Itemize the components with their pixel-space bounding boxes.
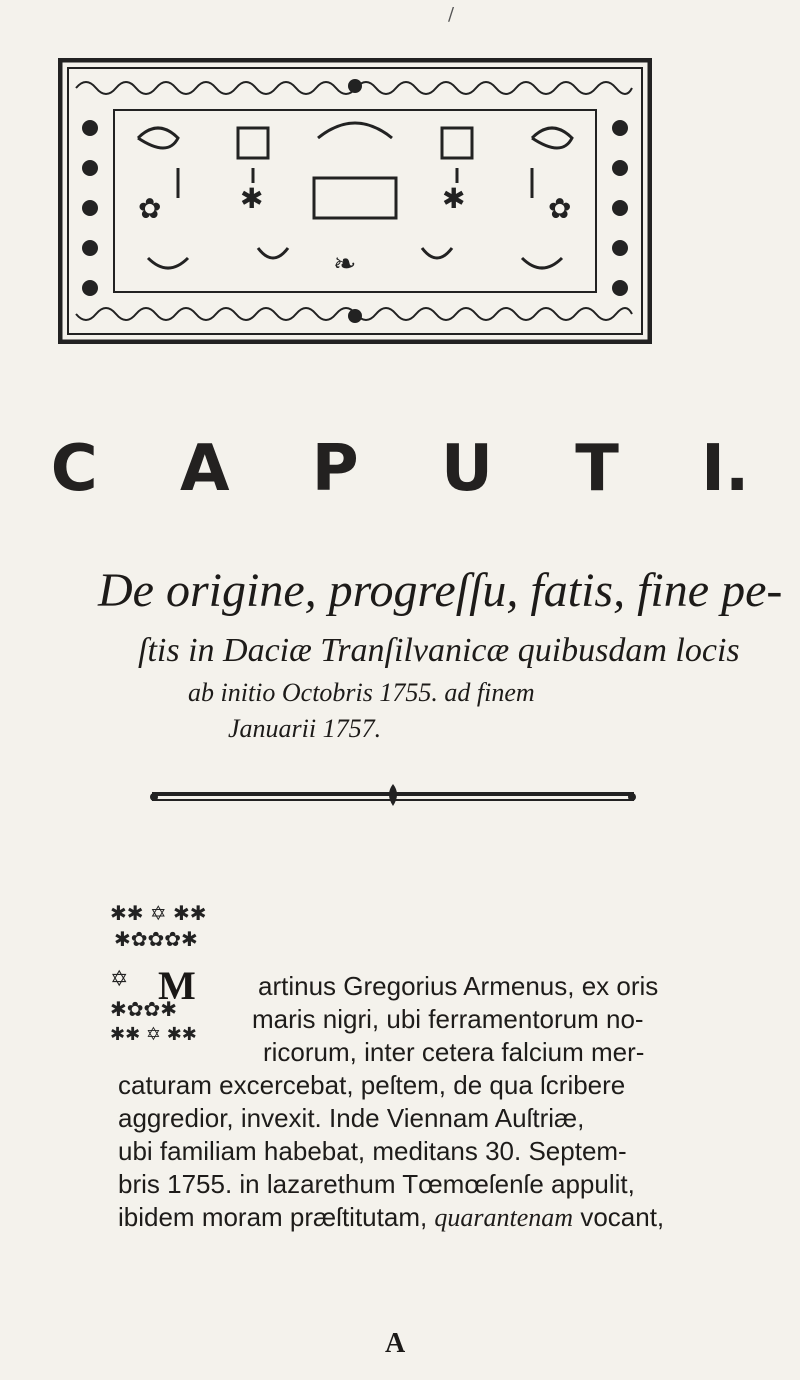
- chapter-number: I.: [701, 432, 750, 506]
- title-line-1: De origine, progreſſu, fatis, fine pe-: [98, 564, 783, 617]
- text-line: maris nigri, ubi ferramentorum no-: [252, 1004, 644, 1034]
- dropcap-letter: M: [158, 963, 196, 1008]
- page-mark: /: [448, 4, 455, 25]
- decorative-rule: [148, 780, 638, 810]
- svg-text:✱✿✿✿✱: ✱✿✿✿✱: [114, 927, 198, 951]
- text-line: artinus Gregorius Armenus, ex oris: [258, 971, 659, 1001]
- svg-text:✱✱ ✡ ✱✱: ✱✱ ✡ ✱✱: [110, 901, 207, 925]
- text-line: [118, 1201, 683, 1234]
- svg-text:✱: ✱: [442, 182, 466, 215]
- text-line: bris 1755. in lazarethum Tœmœſenſe appulit,: [118, 1169, 635, 1199]
- svg-text:✿: ✿: [138, 192, 162, 225]
- text-line: ricorum, inter cetera falcium mer-: [263, 1037, 645, 1067]
- svg-text:✿: ✿: [548, 192, 572, 225]
- text-segment: ibidem moram præſtitutam,: [118, 1202, 435, 1232]
- svg-text:✱: ✱: [240, 182, 264, 215]
- svg-text:✡: ✡: [110, 967, 129, 992]
- italic-term: quarantenam: [434, 1203, 574, 1232]
- svg-text:✱✱ ✡ ✱✱: ✱✱ ✡ ✱✱: [110, 1024, 197, 1045]
- chapter-heading: [0, 432, 800, 506]
- text-line: caturam excercebat, peſtem, de qua ſcribere: [118, 1070, 626, 1100]
- svg-text:❧: ❧: [333, 247, 357, 280]
- text-line: ubi familiam habebat, meditans 30. Septem-: [118, 1136, 627, 1166]
- chapter-word: C A P U T: [50, 432, 649, 506]
- text-segment: vocant,: [573, 1202, 665, 1232]
- svg-text:✱✿✿✱: ✱✿✿✱: [110, 997, 178, 1021]
- text-line: aggredior, invexit. Inde Viennam Auſtriæ,: [118, 1103, 585, 1133]
- signature-mark: A: [385, 1328, 406, 1359]
- ornamental-headpiece: [58, 58, 652, 344]
- title-line-3: ab initio Octobris 1755. ad finem: [188, 678, 535, 707]
- chapter-title: [98, 564, 783, 747]
- title-line-2: ſtis in Daciæ Tranſilvanicæ quibusdam locis: [138, 632, 740, 669]
- body-paragraph: [118, 970, 683, 1234]
- title-line-4: Januarii 1757.: [228, 714, 382, 743]
